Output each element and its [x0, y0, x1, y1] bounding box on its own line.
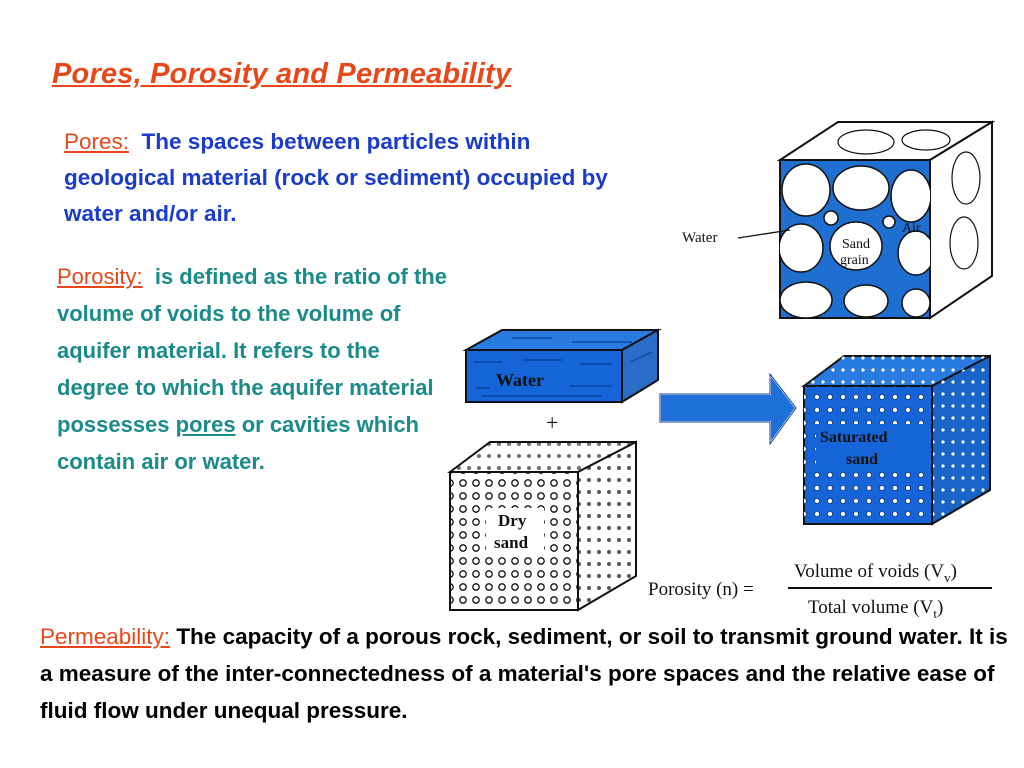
porosity-description-1: is defined as the ratio of the volume of voids to the volume of aquifer material. It refers to the degree to which the aquifer material possesses	[57, 264, 447, 437]
pore-cube-diagram	[676, 118, 996, 323]
sand-grain-label-2: grain	[840, 253, 869, 268]
svg-text:+: +	[546, 410, 559, 435]
porosity-label: Porosity:	[57, 264, 143, 289]
pore-air-label: Air	[902, 221, 921, 236]
dry-sand-label-1: Dry	[498, 511, 527, 530]
porosity-pores-word: pores	[175, 412, 236, 437]
permeability-label: Permeability:	[40, 624, 171, 649]
permeability-description: The capacity of a porous rock, sediment, or soil to transmit ground water. It is a measure of the inter-connectedness of a material's pore spaces and the relative ease of fluid flow under unequal pressure.	[40, 624, 1008, 723]
porosity-definition	[57, 258, 447, 480]
porosity-formula	[648, 555, 996, 621]
saturated-label-2: sand	[846, 451, 879, 468]
permeability-definition	[40, 618, 1015, 729]
pores-description: The spaces between particles within geological material (rock or sediment) occupied by water and/or air.	[64, 129, 608, 226]
dry-sand-label-2: sand	[494, 533, 529, 552]
formula-denominator: Total volume $(V_t)$	[808, 597, 944, 621]
formula-numerator: Volume of voids $(V_v)$	[794, 561, 957, 585]
right-arrow-icon	[656, 370, 800, 450]
plus-sign	[540, 408, 570, 438]
sand-grain-label-1: Sand	[842, 237, 870, 252]
pores-label: Pores:	[64, 129, 130, 154]
page-title: Pores, Porosity and Permeability	[52, 58, 512, 90]
saturated-sand-cube	[798, 352, 994, 528]
porosity-description-2: or cavities which contain air or water.	[57, 412, 419, 474]
pore-water-label: Water	[682, 230, 718, 246]
formula-lhs: Porosity (n) =	[648, 579, 754, 600]
saturated-label-1: Saturated	[820, 429, 888, 446]
water-block	[462, 322, 662, 412]
dry-sand-cube	[444, 438, 640, 614]
pores-definition	[64, 124, 644, 232]
water-block-label: Water	[496, 370, 544, 390]
